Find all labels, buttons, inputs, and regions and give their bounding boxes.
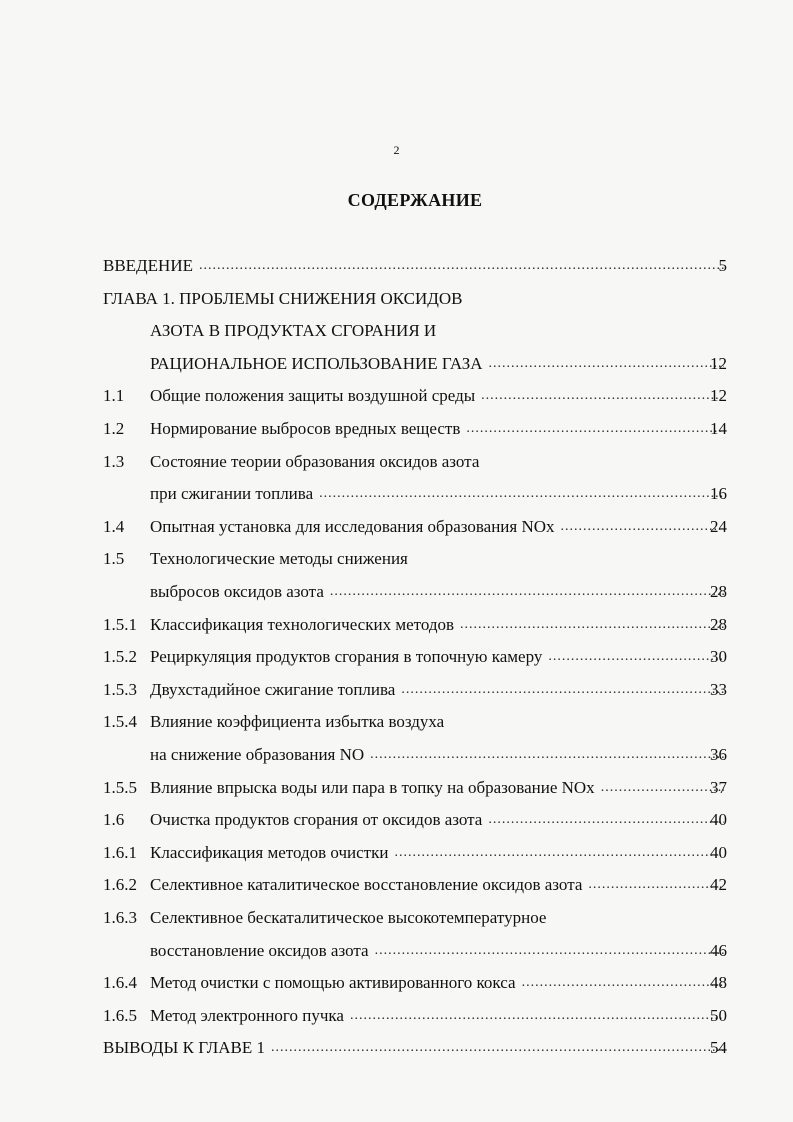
toc-entry-page: 16 [710,484,727,503]
toc-entry-page: 14 [710,419,727,438]
toc-entry-number: 1.5.1 [103,615,137,634]
toc-entry-page: 37 [710,778,727,797]
toc-entry-title: Состояние теории образования оксидов азота [150,452,480,471]
toc-entry-title: Общие положения защиты воздушной среды [150,386,476,405]
toc-entry-page: 24 [710,517,727,536]
toc-entry-line [0,1004,793,1028]
toc-entry-line [0,873,793,897]
toc-title: СОДЕРЖАНИЕ [347,190,483,210]
toc-entry-line [0,547,793,571]
dot-leader [561,515,724,539]
toc-entry-number: 1.5 [103,549,125,568]
dot-leader [199,254,724,278]
toc-entry-title: Двухстадийное сжигание топлива [150,680,396,699]
dot-leader [271,1036,724,1060]
dot-leader [548,645,724,669]
dot-leader [460,613,724,637]
dot-leader [588,873,724,897]
toc-entry-number: 1.5.5 [103,778,137,797]
toc-entry-title: Рециркуляция продуктов сгорания в топочную камеру [150,647,543,666]
toc-entry-line [0,450,793,474]
toc-entry-page: 46 [710,941,727,960]
toc-entry-line [0,939,793,963]
toc-entry-line [0,1036,793,1060]
toc-entry-page: 5 [718,256,727,275]
toc-entry-line [0,808,793,832]
toc-entry-title: Технологические методы снижения [150,549,408,568]
toc-entry-number: 1.6.3 [103,908,137,927]
toc-entry-title: ГЛАВА 1. ПРОБЛЕМЫ СНИЖЕНИЯ ОКСИДОВ [103,289,463,308]
dot-leader [481,384,724,408]
toc-entry-line [0,678,793,702]
toc-entry-line [0,710,793,734]
toc-entry-number: 1.5.2 [103,647,137,666]
toc-entry-title: Нормирование выбросов вредных веществ [150,419,461,438]
dot-leader [350,1004,724,1028]
toc-entry-number: 1.5.3 [103,680,137,699]
toc-entry-title: ВЫВОДЫ К ГЛАВЕ 1 [103,1038,266,1057]
toc-entry-number: 1.6.4 [103,973,137,992]
toc-entry-title: Очистка продуктов сгорания от оксидов азота [150,810,483,829]
toc-entry-page: 28 [710,582,727,601]
toc-entry-page: 40 [710,810,727,829]
toc-entry-number: 1.1 [103,386,125,405]
dot-leader [488,808,724,832]
toc-entry-title: Опытная установка для исследования образования NOx [150,517,555,536]
toc-entry-line [0,384,793,408]
toc-entry-line [0,352,793,376]
toc-entry-page: 12 [710,386,727,405]
dot-leader [489,352,724,376]
toc-entry-page: 30 [710,647,727,666]
toc-entry-title: Метод очистки с помощью активированного кокса [150,973,516,992]
toc-entry-page: 54 [710,1038,727,1057]
dot-leader [466,417,724,441]
toc-entry-line [0,971,793,995]
toc-entry-number: 1.6.5 [103,1006,137,1025]
dot-leader [319,482,724,506]
toc-entry-page: 28 [710,615,727,634]
toc-entry-line [0,417,793,441]
dot-leader [375,939,724,963]
toc-entry-line [0,287,793,311]
toc-entry-title: Селективное каталитическое восстановление оксидов азота [150,875,583,894]
toc-entry-number: 1.6.1 [103,843,137,862]
toc-entry-line [0,254,793,278]
toc-entry-title: восстановление оксидов азота [150,941,369,960]
toc-entry-title: на снижение образования NO [150,745,365,764]
toc-entry-page: 48 [710,973,727,992]
toc-entry-line [0,515,793,539]
toc-entry-number: 1.4 [103,517,125,536]
toc-entry-title: Селективное бескаталитическое высокотемпературное [150,908,547,927]
toc-entry-page: 36 [710,745,727,764]
toc-entry-title: Влияние впрыска воды или пара в топку на образование NOx [150,778,595,797]
toc-entry-title: выбросов оксидов азота [150,582,324,601]
toc-entry-line [0,645,793,669]
toc-entry-page: 42 [710,875,727,894]
toc-entry-line [0,906,793,930]
toc-entry-title: РАЦИОНАЛЬНОЕ ИСПОЛЬЗОВАНИЕ ГАЗА [150,354,483,373]
dot-leader [401,678,724,702]
toc-entry-line [0,482,793,506]
dot-leader [522,971,724,995]
toc-entry-line [0,743,793,767]
dot-leader [370,743,724,767]
dot-leader [601,776,724,800]
toc-entry-line [0,613,793,637]
toc-entry-page: 40 [710,843,727,862]
toc-entry-title: Влияние коэффициента избытка воздуха [150,712,445,731]
toc-entry-page: 50 [710,1006,727,1025]
toc-entry-title: Метод электронного пучка [150,1006,344,1025]
toc-entry-number: 1.2 [103,419,125,438]
toc-entry-number: 1.6.2 [103,875,137,894]
toc-entry-title: АЗОТА В ПРОДУКТАХ СГОРАНИЯ И [150,321,437,340]
toc-entry-line [0,776,793,800]
toc-entry-title: Классификация методов очистки [150,843,389,862]
toc-entry-number: 1.3 [103,452,125,471]
dot-leader [394,841,724,865]
dot-leader [330,580,724,604]
toc-entry-title: Классификация технологических методов [150,615,455,634]
toc-entry-page: 12 [710,354,727,373]
toc-entry-page: 33 [710,680,727,699]
page-number: 2 [393,143,400,157]
toc-entry-number: 1.6 [103,810,125,829]
toc-entry-title: ВВЕДЕНИЕ [103,256,193,275]
toc-entry-line [0,580,793,604]
toc-entry-line [0,841,793,865]
toc-entry-number: 1.5.4 [103,712,137,731]
toc-entry-title: при сжигании топлива [150,484,314,503]
toc-entry-line [0,319,793,343]
